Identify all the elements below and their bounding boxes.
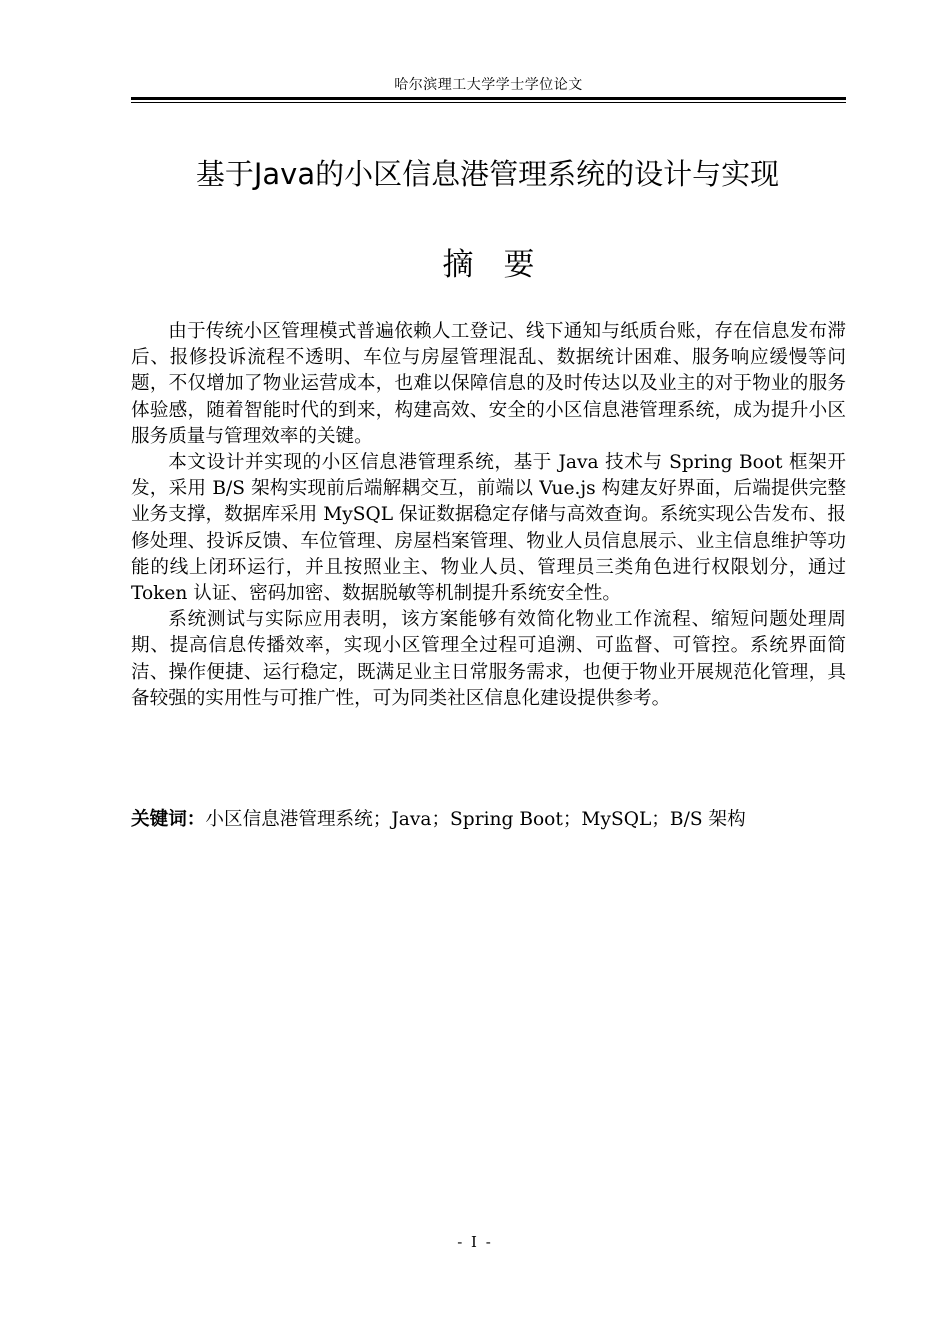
abstract-paragraph: 本文设计并实现的小区信息港管理系统，基于 Java 技术与 Spring Boot 框架开发，采用 B/S 架构实现前后端解耦交互，前端以 Vue.js 构建友好界面，后端提供完整业务支撑，数据库采用 MySQL 保证数据稳定存储与高效查询。系统实现公告发布、报修处理、投诉反馈、车位管理、房屋档案管理、物业人员信息展示、业主信息维护等功能的线上闭环运行，并且按照业主、物业人员、管理员三类角色进行权限划分，通过 Token 认证、密码加密、数据脱敏等机制提升系统安全性。 (131, 452, 846, 605)
abstract-paragraph: 系统测试与实际应用表明，该方案能够有效简化物业工作流程、缩短问题处理周期、提高信息传播效率，实现小区管理全过程可追溯、可监督、可管控。系统界面简洁、操作便捷、运行稳定，既满足业主日常服务需求，也便于物业开展规范化管理，具备较强的实用性与可推广性，可为同类社区信息化建设提供参考。 (131, 609, 846, 709)
keywords-label: 关键词： (131, 809, 206, 830)
page-number: - I - (457, 1233, 493, 1251)
abstract-body (131, 319, 846, 712)
running-header: 哈尔滨理工大学学士学位论文 (394, 77, 583, 93)
abstract-heading: 摘要 (442, 247, 565, 283)
keywords-line (131, 807, 846, 833)
header-rule-thick (131, 97, 846, 100)
abstract-paragraph: 由于传统小区管理模式普遍依赖人工登记、线下通知与纸质台账，存在信息发布滞后、报修投诉流程不透明、车位与房屋管理混乱、数据统计困难、服务响应缓慢等问题，不仅增加了物业运营成本，也难以保障信息的及时传达以及业主的对于物业的服务体验感，随着智能时代的到来，构建高效、安全的小区信息港管理系统，成为提升小区服务质量与管理效率的关键。 (131, 321, 846, 447)
thesis-title: 基于Java的小区信息港管理系统的设计与实现 (195, 157, 780, 191)
header-rule-thin (131, 102, 846, 103)
keywords-text: 小区信息港管理系统；Java；Spring Boot；MySQL；B/S 架构 (205, 809, 746, 830)
